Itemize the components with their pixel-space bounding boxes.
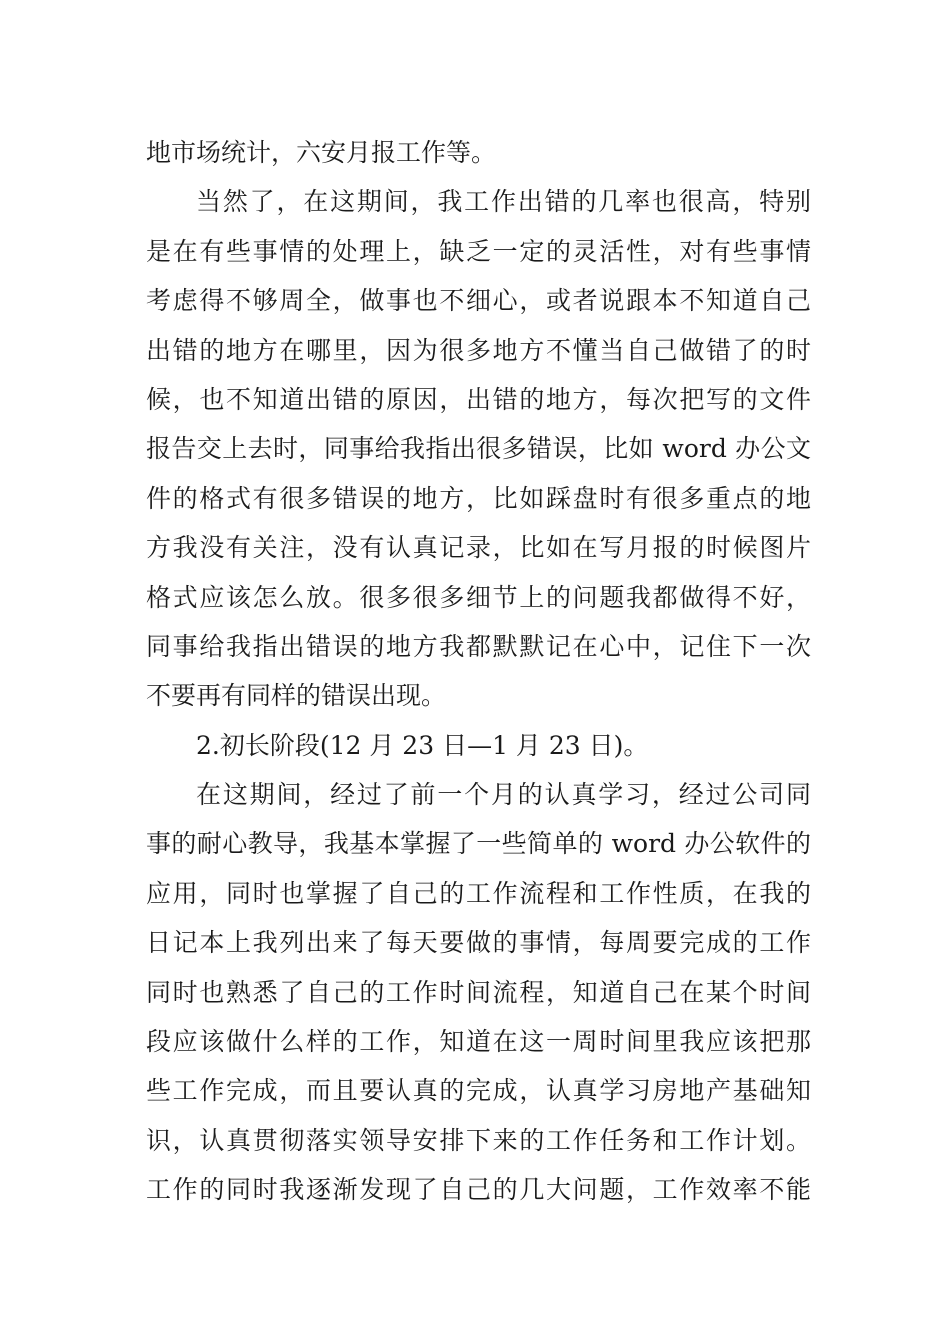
- text-line-1: 地市场统计，六安月报工作等。: [146, 138, 497, 167]
- text-line-19: 段应该做什么样的工作，知道在这一周时间里我应该把那: [146, 1027, 811, 1057]
- text-line-10: 格式应该怎么放。很多很多细节上的问题我都做得不好，: [146, 582, 811, 612]
- text-line-2: 当然了，在这期间，我工作出错的几率也很高，特别: [196, 187, 811, 217]
- body-text: [146, 128, 811, 1215]
- text-line-8: 件的格式有很多错误的地方，比如踩盘时有很多重点的地: [146, 483, 811, 513]
- text-line-5: 出错的地方在哪里，因为很多地方不懂当自己做错了的时: [146, 335, 811, 365]
- text-line-15: 事的耐心教导，我基本掌握了一些简单的 word 办公软件的: [146, 829, 811, 859]
- text-line-4: 考虑得不够周全，做事也不细心，或者说跟本不知道自己: [146, 286, 811, 316]
- text-line-22: 工作的同时我逐渐发现了自己的几大问题，工作效率不能: [146, 1175, 811, 1205]
- section-heading: 2.初长阶段(12 月 23 日—1 月 23 日)。: [196, 730, 649, 760]
- text-line-3: 是在有些事情的处理上，缺乏一定的灵活性，对有些事情: [146, 236, 811, 266]
- text-line-21: 识，认真贯彻落实领导安排下来的工作任务和工作计划。: [146, 1125, 811, 1155]
- text-line-14: 在这期间，经过了前一个月的认真学习，经过公司同: [196, 780, 811, 810]
- text-line-12: 不要再有同样的错误出现。: [146, 681, 447, 711]
- text-line-18: 同时也熟悉了自己的工作时间流程，知道自己在某个时间: [146, 977, 811, 1007]
- text-line-20: 些工作完成，而且要认真的完成，认真学习房地产基础知: [146, 1076, 811, 1106]
- text-line-6: 候，也不知道出错的原因，出错的地方，每次把写的文件: [146, 384, 811, 414]
- text-line-9: 方我没有关注，没有认真记录，比如在写月报的时候图片: [146, 533, 811, 563]
- text-line-7: 报告交上去时，同事给我指出很多错误，比如 word 办公文: [146, 434, 811, 464]
- text-line-16: 应用，同时也掌握了自己的工作流程和工作性质，在我的: [146, 878, 811, 908]
- text-line-11: 同事给我指出错误的地方我都默默记在心中，记住下一次: [146, 631, 811, 661]
- text-line-17: 日记本上我列出来了每天要做的事情，每周要完成的工作: [146, 928, 811, 958]
